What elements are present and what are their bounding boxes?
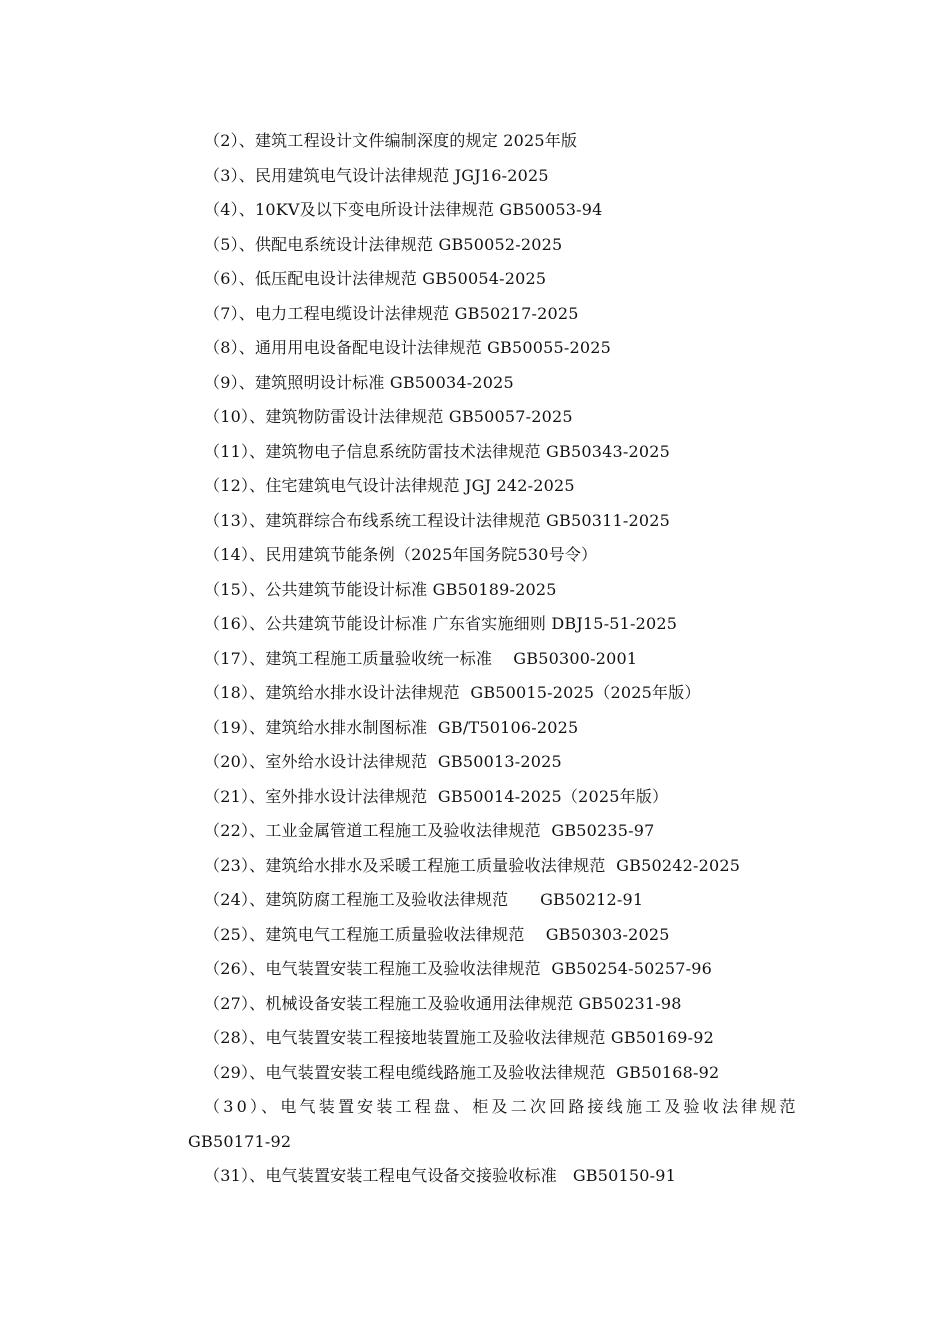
list-item: （8）、通用用电设备配电设计法律规范 GB50055-2025 <box>204 338 612 357</box>
list-item: （28）、电气装置安装工程接地装置施工及验收法律规范 GB50169-92 <box>204 1028 715 1047</box>
list-item: （12）、住宅建筑电气设计法律规范 JGJ 242-2025 <box>204 476 575 495</box>
list-item-30 <box>188 1090 868 1159</box>
list-item: （18）、建筑给水排水设计法律规范 GB50015-2025（2025年版） <box>204 683 701 702</box>
list-item-31: （31）、电气装置安装工程电气设备交接验收标准 GB50150-91 <box>204 1166 677 1185</box>
list-item: （4）、10KV及以下变电所设计法律规范 GB50053-94 <box>204 200 603 219</box>
list-item: （10）、建筑物防雷设计法律规范 GB50057-2025 <box>204 407 573 426</box>
list-item: （6）、低压配电设计法律规范 GB50054-2025 <box>204 269 547 288</box>
list-item: （29）、电气装置安装工程电缆线路施工及验收法律规范 GB50168-92 <box>204 1062 720 1082</box>
list-item: （5）、供配电系统设计法律规范 GB50052-2025 <box>204 234 563 254</box>
list-item-30-line1: （30）、电气装置安装工程盘、柜及二次回路接线施工及验收法律规范 <box>204 1097 799 1116</box>
list-item-30-line2: GB50171-92 <box>188 1131 292 1151</box>
list-item: （22）、工业金属管道工程施工及验收法律规范 GB50235-97 <box>204 821 655 840</box>
list-item: （25）、建筑电气工程施工质量验收法律规范 GB50303-2025 <box>204 924 670 944</box>
list-item: （14）、民用建筑节能条例（2025年国务院530号令） <box>204 545 598 564</box>
list-item: （11）、建筑物电子信息系统防雷技术法律规范 GB50343-2025 <box>204 441 671 461</box>
list-item: （13）、建筑群综合布线系统工程设计法律规范 GB50311-2025 <box>204 510 671 530</box>
list-item: （23）、建筑给水排水及采暖工程施工质量验收法律规范 GB50242-2025 <box>204 855 741 875</box>
standards-list <box>188 124 868 1194</box>
list-item: （7）、电力工程电缆设计法律规范 GB50217-2025 <box>204 303 579 323</box>
list-item: （19）、建筑给水排水制图标准 GB/T50106-2025 <box>204 717 579 737</box>
list-item: （16）、公共建筑节能设计标准 广东省实施细则 DBJ15-51-2025 <box>204 614 678 633</box>
list-item: （26）、电气装置安装工程施工及验收法律规范 GB50254-50257-96 <box>204 959 713 978</box>
list-item: （15）、公共建筑节能设计标准 GB50189-2025 <box>204 579 557 599</box>
list-item: （3）、民用建筑电气设计法律规范 JGJ16-2025 <box>204 165 549 185</box>
list-item: （20）、室外给水设计法律规范 GB50013-2025 <box>204 752 562 771</box>
list-item: （9）、建筑照明设计标准 GB50034-2025 <box>204 372 514 392</box>
list-item: （21）、室外排水设计法律规范 GB50014-2025（2025年版） <box>204 786 669 806</box>
list-item: （2）、建筑工程设计文件编制深度的规定 2025年版 <box>204 131 578 150</box>
list-item: （27）、机械设备安装工程施工及验收通用法律规范 GB50231-98 <box>204 993 682 1013</box>
list-item: （17）、建筑工程施工质量验收统一标准 GB50300-2001 <box>204 648 638 668</box>
list-item: （24）、建筑防腐工程施工及验收法律规范 GB50212-91 <box>204 890 644 909</box>
